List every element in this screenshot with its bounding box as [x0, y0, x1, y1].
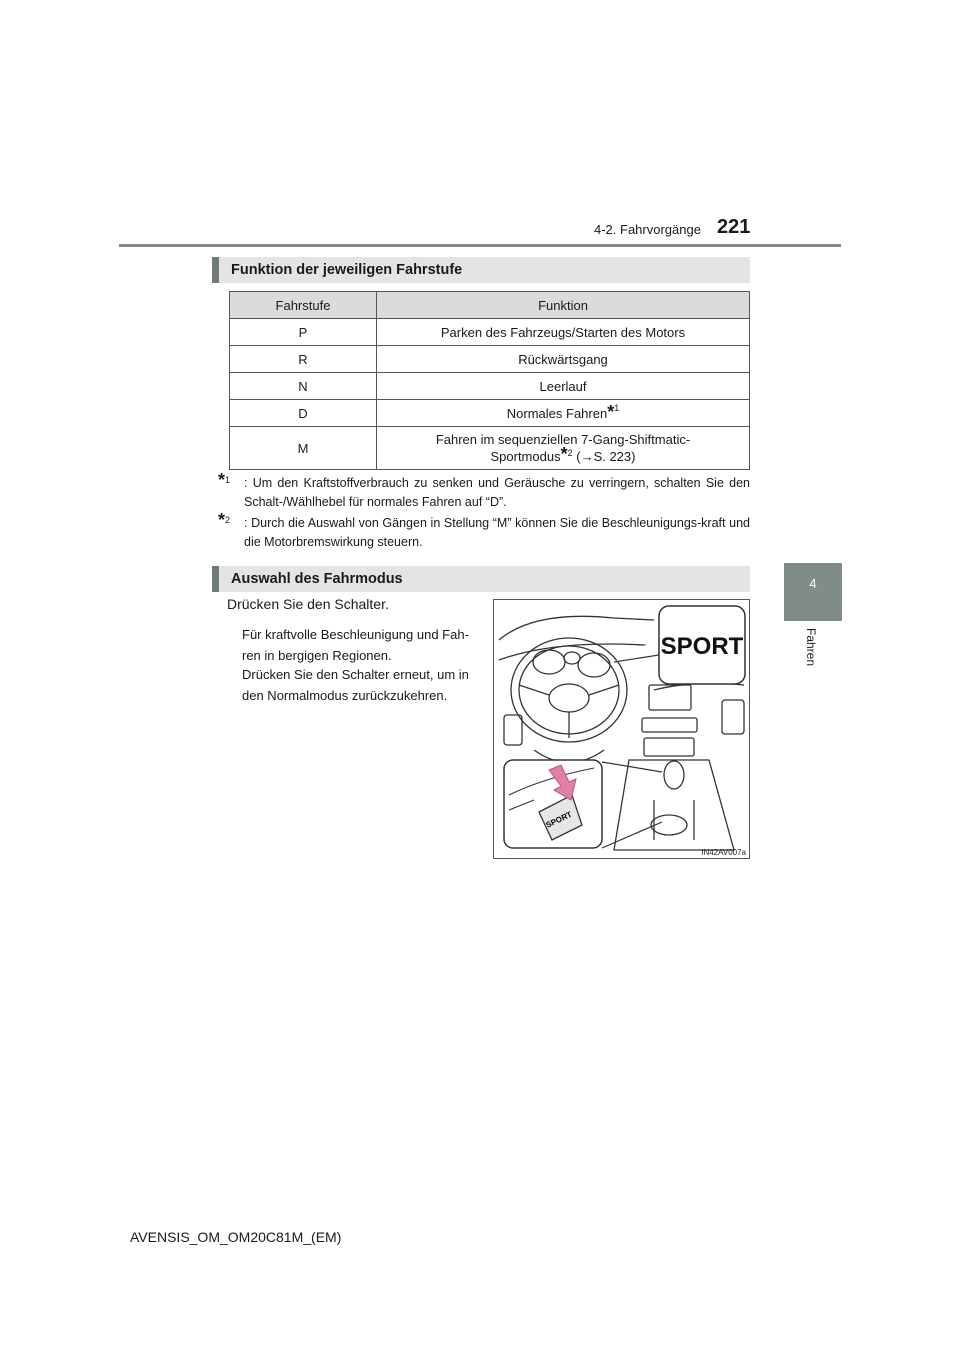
function-cell: Leerlauf — [377, 373, 750, 400]
section-heading-gear-functions: Funktion der jeweiligen Fahrstufe — [212, 257, 750, 283]
function-cell: Fahren im sequenziellen 7-Gang-Shiftmatic- Sportmodus*$^2$ (→S. 223) — [377, 427, 750, 470]
function-text: Normales Fahren — [506, 405, 608, 421]
footnote-star: * — [218, 510, 226, 530]
gear-cell: D — [230, 400, 377, 427]
section-heading-drive-mode: Auswahl des Fahrmodus — [212, 566, 750, 592]
column-header-gear: Fahrstufe — [230, 292, 377, 319]
cockpit-drawing — [494, 600, 750, 859]
header-rule — [119, 244, 841, 247]
footnote-2 — [218, 510, 750, 554]
function-text-line2: Sportmodus — [490, 449, 561, 464]
function-cell: Rückwärtsgang — [377, 346, 750, 373]
instruction-detail: Drücken Sie den Schalter erneut, um in den Normalmodus zurückzukehren. — [242, 667, 469, 703]
figure-code: IN42AV007a — [701, 848, 746, 857]
gear-cell: R — [230, 346, 377, 373]
footnote-star: * — [607, 401, 615, 422]
footnote-star: * — [560, 444, 568, 464]
sport-switch-illustration — [493, 599, 750, 859]
footer-document-code: AVENSIS_OM_OM20C81M_(EM) — [130, 1229, 342, 1245]
function-text-line1: Fahren im sequenziellen 7-Gang-Shiftmatic- — [435, 432, 691, 447]
footnote-text: : Um den Kraftstoffverbrauch zu senken und Geräusche zu verringern, schalten Sie den Schalt-/Wählhebel für normales Fahren auf “D”. — [244, 476, 750, 509]
table-row — [230, 373, 750, 400]
column-header-function: Funktion — [377, 292, 750, 319]
instruction-detail: Für kraftvolle Beschleunigung und Fah-ren in bergigen Regionen. — [242, 627, 469, 663]
table-row — [230, 319, 750, 346]
footnote-number: 2 — [225, 515, 231, 525]
footnote-ref: 1 — [614, 402, 620, 413]
function-cell — [377, 400, 750, 427]
gear-cell: P — [230, 319, 377, 346]
footnote-text: : Durch die Auswahl von Gängen in Stellung “M” können Sie die Beschleunigungs-kraft und die Motorbremswirkung steuern. — [244, 516, 750, 549]
chapter-tab-number: 4 — [809, 576, 817, 591]
footnote-1 — [218, 470, 750, 514]
chapter-tab — [784, 563, 842, 621]
header-section-label: 4-2. Fahrvorgänge — [594, 222, 701, 237]
gear-cell: N — [230, 373, 377, 400]
table-row — [230, 400, 750, 427]
table-row — [230, 427, 750, 470]
arrow-icon: → — [580, 449, 594, 464]
footnote-ref: 2 — [567, 448, 573, 458]
table-header-row — [230, 292, 750, 319]
page-reference: S. 223 — [593, 449, 632, 464]
sport-button-label: SPORT — [544, 809, 574, 830]
instruction-step: Drücken Sie den Schalter. — [227, 596, 389, 612]
chapter-tab-label: Fahren — [804, 628, 818, 667]
page-number: 221 — [717, 216, 751, 238]
gear-cell: M — [230, 427, 377, 470]
gear-function-table — [229, 291, 750, 470]
footnote-star: * — [218, 470, 226, 490]
footnote-number: 1 — [225, 475, 231, 485]
function-cell: Parken des Fahrzeugs/Starten des Motors — [377, 319, 750, 346]
table-row — [230, 346, 750, 373]
sport-callout-label: SPORT — [660, 633, 744, 660]
